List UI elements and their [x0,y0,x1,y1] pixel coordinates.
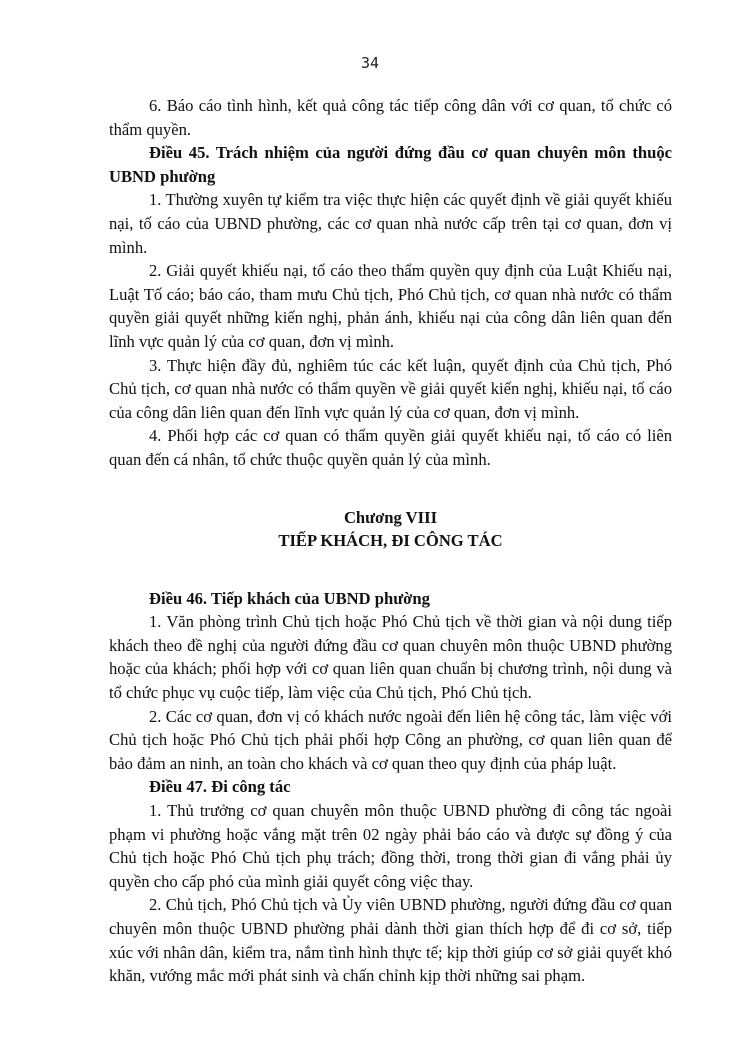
paragraph: 6. Báo cáo tình hình, kết quả công tác tiếp công dân với cơ quan, tổ chức có thẩm quyền. [109,96,672,139]
page-number: 34 [360,54,380,72]
paragraph: 1. Thường xuyên tự kiểm tra việc thực hiện các quyết định về giải quyết khiếu nại, tố cáo của UBND phường, các cơ quan nhà nước cấp trên tại cơ quan, đơn vị mình. [109,190,672,257]
spacer [109,553,672,587]
paragraph: 4. Phối hợp các cơ quan có thẩm quyền giải quyết khiếu nại, tố cáo có liên quan đến cá nhân, tổ chức thuộc quyền quản lý của mình. [109,426,672,469]
paragraph: 2. Giải quyết khiếu nại, tố cáo theo thẩm quyền quy định của Luật Khiếu nại, Luật Tố cáo; báo cáo, tham mưu Chủ tịch, Phó Chủ tịch, cơ quan nhà nước có thẩm quyền giải quyết những kiến nghị, phản ánh, khiếu nại của công dân liên quan đến lĩnh vực quản lý của cơ quan, đơn vị mình. [109,261,672,351]
paragraph: 1. Thủ trưởng cơ quan chuyên môn thuộc UBND phường đi công tác ngoài phạm vi phường hoặc vắng mặt trên 02 ngày phải báo cáo và được sự đồng ý của Chủ tịch hoặc Phó Chủ tịch phụ trách; đồng thời, trong thời gian đi vắng phải ủy quyền cho cấp phó của mình giải quyết công việc thay. [109,801,672,891]
paragraph: 2. Chủ tịch, Phó Chủ tịch và Ủy viên UBND phường, người đứng đầu cơ quan chuyên môn thuộc UBND phường phải dành thời gian thích hợp để đi cơ sở, tiếp xúc với nhân dân, kiểm tra, nắm tình hình thực tế; kịp thời giúp cơ sở giải quyết khó khăn, vướng mắc mới phát sinh và chấn chỉnh kịp thời những sai phạm. [109,895,672,986]
document-body [109,94,672,988]
paragraph: 2. Các cơ quan, đơn vị có khách nước ngoài đến liên hệ công tác, làm việc với Chủ tịch hoặc Phó Chủ tịch phải phối hợp Công an phường, cơ quan liên quan để bảo đảm an ninh, an toàn cho khách và cơ quan theo quy định của pháp luật. [109,706,672,773]
paragraph: 1. Văn phòng trình Chủ tịch hoặc Phó Chủ tịch về thời gian và nội dung tiếp khách theo đề nghị của người đứng đầu cơ quan chuyên môn thuộc UBND phường hoặc của khách; phối hợp với cơ quan liên quan chuẩn bị chương trình, nội dung và tổ chức phục vụ cuộc tiếp, làm việc của Chủ tịch, Phó Chủ tịch. [109,612,672,703]
article-heading: Điều 47. Đi công tác [149,777,291,797]
chapter-label: Chương VIII [343,507,438,527]
chapter-title: TIẾP KHÁCH, ĐI CÔNG TÁC [278,531,503,551]
paragraph: 3. Thực hiện đầy đủ, nghiêm túc các kết luận, quyết định của Chủ tịch, Phó Chủ tịch, cơ quan nhà nước có thẩm quyền về giải quyết kiến nghị, khiếu nại, tố cáo của công dân liên quan đến lĩnh vực quản lý của cơ quan, đơn vị mình. [109,355,672,422]
article-heading: Điều 46. Tiếp khách của UBND phường [149,588,430,608]
article-heading: Điều 45. Trách nhiệm của người đứng đầu cơ quan chuyên môn thuộc UBND phường [109,143,672,186]
